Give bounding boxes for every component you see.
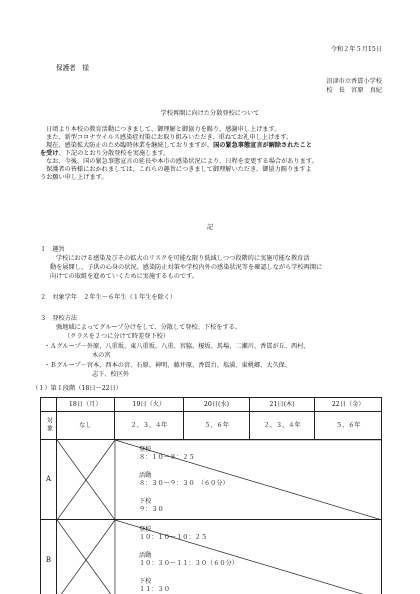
- schedule-item: [139, 446, 195, 463]
- table-header-row: [41, 398, 381, 412]
- table-header: 22日（金）: [331, 400, 365, 408]
- group-a-row: [41, 440, 381, 520]
- table-cell: ５、６年: [184, 412, 250, 439]
- table-cell: ５、６年: [335, 421, 361, 429]
- body-paragraph: [40, 126, 382, 182]
- group-b-body: [57, 520, 381, 594]
- table-cell: ２、３、４年: [115, 412, 185, 439]
- schedule-time: １１：３０: [139, 586, 170, 594]
- group-label: B: [41, 520, 57, 594]
- ki-heading: 記: [206, 224, 214, 231]
- body-line: 保護者の皆様におかれましては、これらの趣旨につきまして御理解いただき、御協力賜りますよ: [46, 165, 312, 173]
- group-a-body: [57, 440, 381, 519]
- body-line: 日頃より本校の教育活動につきまして、御理解と御協力を賜り、感謝申し上げます。: [46, 126, 281, 133]
- schedule-time: ８：１０～８：２５: [139, 454, 195, 462]
- section-1-heading: １ 趣旨: [40, 246, 65, 253]
- section-1-line: 向けての取組を進めていくために実施するものです。: [50, 273, 199, 280]
- emphasis-text: 国の緊急事態宣言が解除されたこと: [213, 141, 313, 149]
- schedule-label: 下校: [139, 498, 152, 505]
- schedule-label: 活動: [139, 552, 152, 559]
- schedule-label: 登校: [139, 446, 152, 453]
- group-a-areas: ・Ａグループ－外原、八重坂、東八重坂、八重、宮脇、榎坂、馬場、二瀬川、香貫が丘、西村、: [44, 343, 310, 350]
- schedule-item: [139, 472, 229, 489]
- schedule-item: [139, 498, 164, 515]
- schedule-label: 下校: [139, 578, 152, 585]
- section-1-line: 学校における感染及びその拡大のリスクを可能な限り低減しつつ段階的に実施可能な教育活: [56, 255, 310, 262]
- section-2-heading: ２ 対象学年 ２年生～６年生（１年生を除く）: [40, 294, 177, 301]
- body-line: [40, 142, 382, 150]
- body-line: [40, 150, 382, 158]
- schedule-time: ９：３０: [139, 506, 164, 514]
- body-text: 、下記のとおり分散登校を実施します。: [58, 149, 170, 157]
- section-3-line: （クラスを２つに分けて時差登下校）: [64, 333, 170, 340]
- body-line: うお願い申し上げます。: [40, 173, 108, 181]
- schedule-time: １０：１０～１０：２５: [139, 534, 208, 542]
- schedule-item: [139, 526, 207, 543]
- schedule-label: 登校: [139, 526, 152, 533]
- sender-school: 沼津市立香貫小学校: [326, 78, 382, 85]
- table-header: 20日(水): [184, 398, 250, 411]
- schedule-item: [139, 552, 238, 569]
- addressee: 保護者 様: [56, 64, 89, 72]
- group-b-areas: ・Ｂグループ－宮本、西本の宮、石原、神明、藤井原、香貫台、塩満、東桃郷、大久保、: [44, 362, 292, 369]
- body-line: また、新型コロナウイルス感染症対策にお取り組みいただき、重ねてお礼申し上げます。: [46, 133, 293, 141]
- group-label: A: [41, 440, 57, 519]
- body-line: なお、今後、国の緊急事態宣言の延長や本市の感染状況により、日程を変更する場合があります。: [46, 157, 318, 165]
- group-b-row: [41, 520, 381, 594]
- schedule-label: 活動: [139, 472, 152, 479]
- body-text: 現在、感染拡大防止のため臨時休業を継続しておりますが、: [46, 141, 214, 149]
- schedule-table: [40, 397, 382, 594]
- table-cell: ２、３、４年: [250, 412, 316, 439]
- table-header: 19日（火）: [115, 398, 185, 411]
- stage-label: （１）第１段階（18日～22日）: [32, 385, 122, 392]
- table-target-row: [41, 412, 381, 440]
- table-corner: [41, 398, 57, 411]
- section-3-heading: ３ 登校方法: [40, 315, 78, 322]
- target-label: 対象: [41, 412, 57, 439]
- sender-principal: 校 長 宮原 真紀: [326, 87, 382, 94]
- table-header: 18日（月）: [57, 398, 115, 411]
- section-3-line: 強地域によってグループ分けをして、分散して登校、下校をする。: [56, 324, 242, 331]
- table-cell: なし: [57, 412, 115, 439]
- schedule-time: ８：３０～９：３０ （６０分）: [139, 480, 229, 488]
- emphasis-text: を受け: [40, 149, 59, 157]
- schedule-time: １０：３０～１１：３０（６０分）: [139, 560, 238, 568]
- group-a-areas-cont: 木の宮: [92, 352, 111, 359]
- letter-date: 令和２年５月15日: [330, 46, 382, 53]
- document-title: 学校再開に向けた分散登校について: [160, 110, 260, 117]
- group-b-areas-cont: 志下、校区外: [92, 371, 130, 378]
- table-header: 21日(木): [250, 398, 316, 411]
- section-1-line: 動を展開し、子供の心身の状況、感染防止対策や学校内外の感染状況等を確認しながら学校再開に: [50, 264, 323, 271]
- schedule-item: [139, 578, 170, 594]
